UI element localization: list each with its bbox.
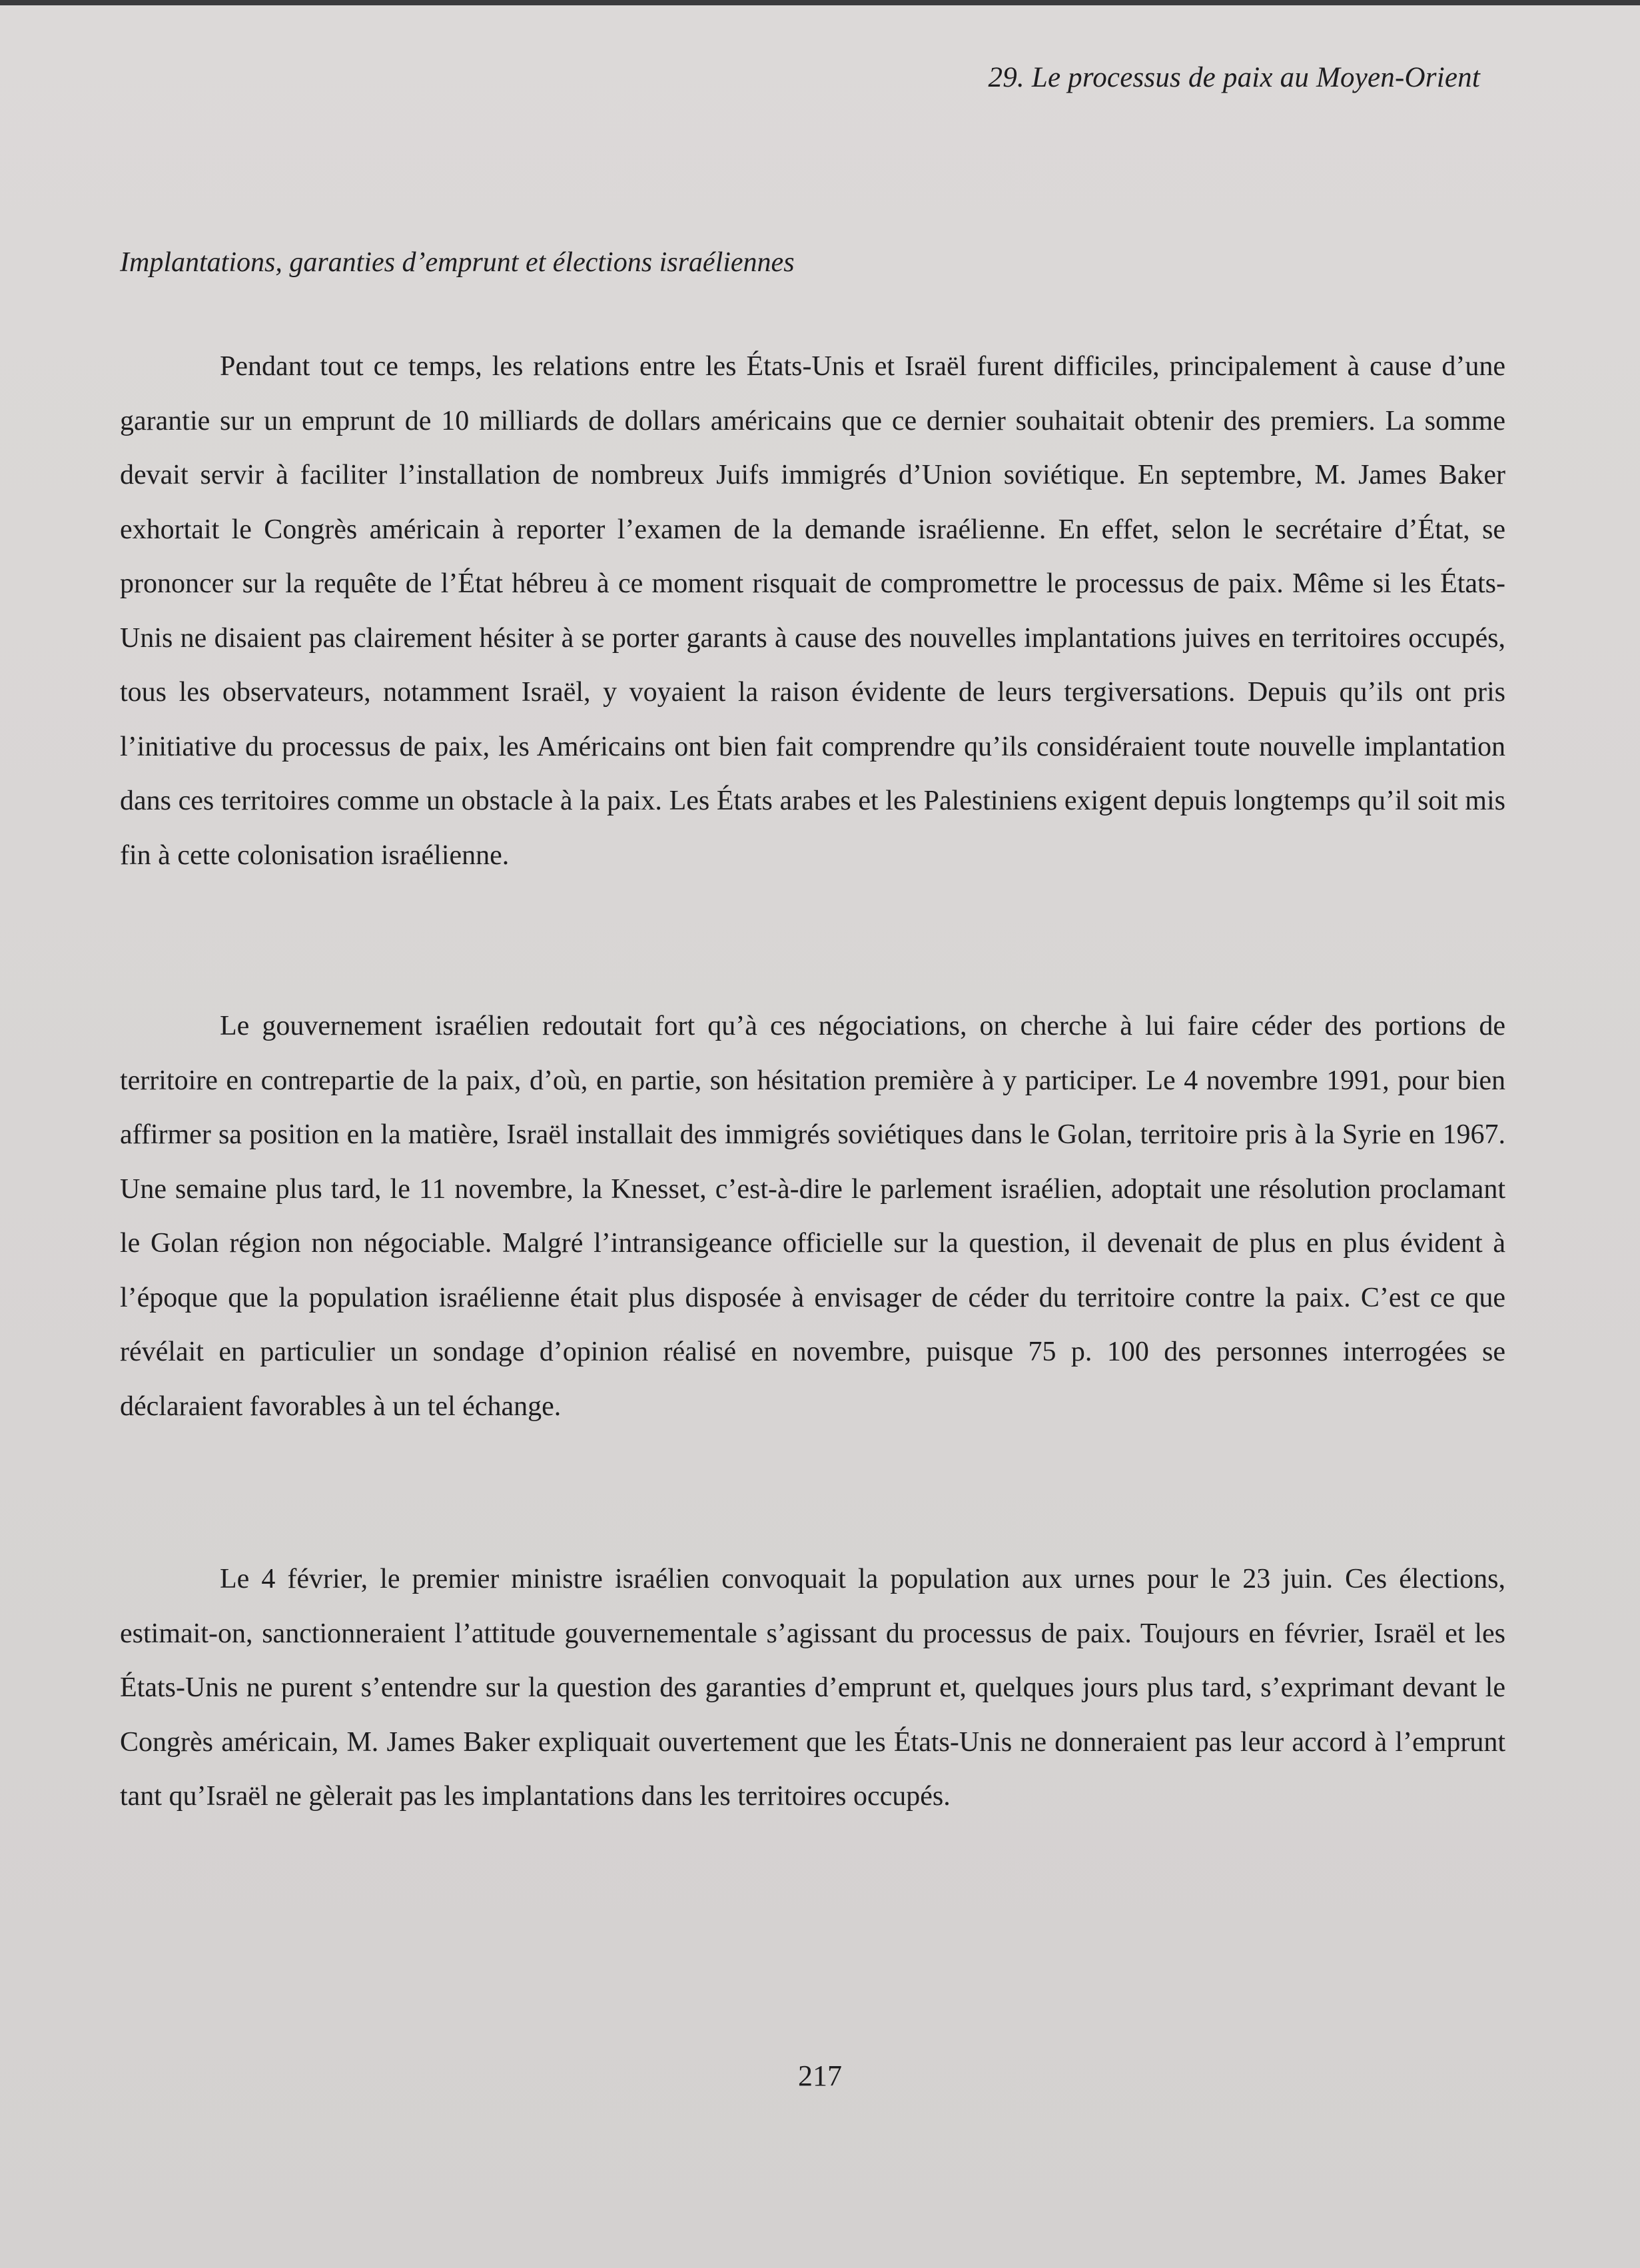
body-paragraph: Le gouvernement israélien redoutait fort qu’à ces négociations, on cherche à lui faire céder des portions de territoire en contrepartie de la paix, d’où, en partie, son hésitation première à y participer. Le 4 novembre 1991, pour bien affirmer sa position en la matière, Israël installait des immigrés soviétiques dans le Golan, territoire pris à la Syrie en 1967. Une semaine plus tard, le 11 novembre, la Knesset, c’est-à-dire le parlement israélien, adoptait une résolution proclamant le Golan région non négociable. Malgré l’intransigeance officielle sur la question, il devenait de plus en plus évident à l’époque que la population israélienne était plus disposée à envisager de céder du territoire contre la paix. C’est ce que révélait en particulier un sondage d’opinion réalisé en novembre, puisque 75 p. 100 des personnes interrogées se déclaraient favorables à un tel échange. xyxy=(120,1011,1505,1422)
running-header: 29. Le processus de paix au Moyen-Orient xyxy=(988,62,1480,93)
page-number: 217 xyxy=(798,2059,842,2092)
scan-edge xyxy=(0,0,1640,5)
body-paragraph: Le 4 février, le premier ministre israélien convoquait la population aux urnes pour le 23 juin. Ces élections, estimait-on, sanctionneraient l’attitude gouvernementale s’agissant du processus de paix. Toujours en février, Israël et les États-Unis ne purent s’entendre sur la question des garanties d’emprunt et, quelques jours plus tard, s’exprimant devant le Congrès américain, M. James Baker expliquait ouvertement que les États-Unis ne donneraient pas leur accord à l’emprunt tant qu’Israël ne gèlerait pas les implantations dans les territoires occupés. xyxy=(120,1564,1505,1812)
section-heading: Implantations, garanties d’emprunt et élections israéliennes xyxy=(120,247,795,278)
body-paragraph: Pendant tout ce temps, les relations entre les États-Unis et Israël furent difficiles, principalement à cause d’une garantie sur un emprunt de 10 milliards de dollars américains que ce dernier souhaitait obtenir des premiers. La somme devait servir à faciliter l’installation de nombreux Juifs immigrés d’Union soviétique. En septembre, M. James Baker exhortait le Congrès américain à reporter l’examen de la demande israélienne. En effet, selon le secrétaire d’État, se prononcer sur la requête de l’État hébreu à ce moment risquait de compromettre le processus de paix. Même si les États-Unis ne disaient pas clairement hésiter à se porter garants à cause des nouvelles implantations juives en territoires occupés, tous les observateurs, notamment Israël, y voyaient la raison évidente de leurs tergiversations. Depuis qu’ils ont pris l’initiative du processus de paix, les Américains ont bien fait comprendre qu’ils considéraient toute nouvelle implantation dans ces territoires comme un obstacle à la paix. Les États arabes et les Palestiniens exigent depuis longtemps qu’il soit mis fin à cette colonisation israélienne. xyxy=(120,351,1505,871)
